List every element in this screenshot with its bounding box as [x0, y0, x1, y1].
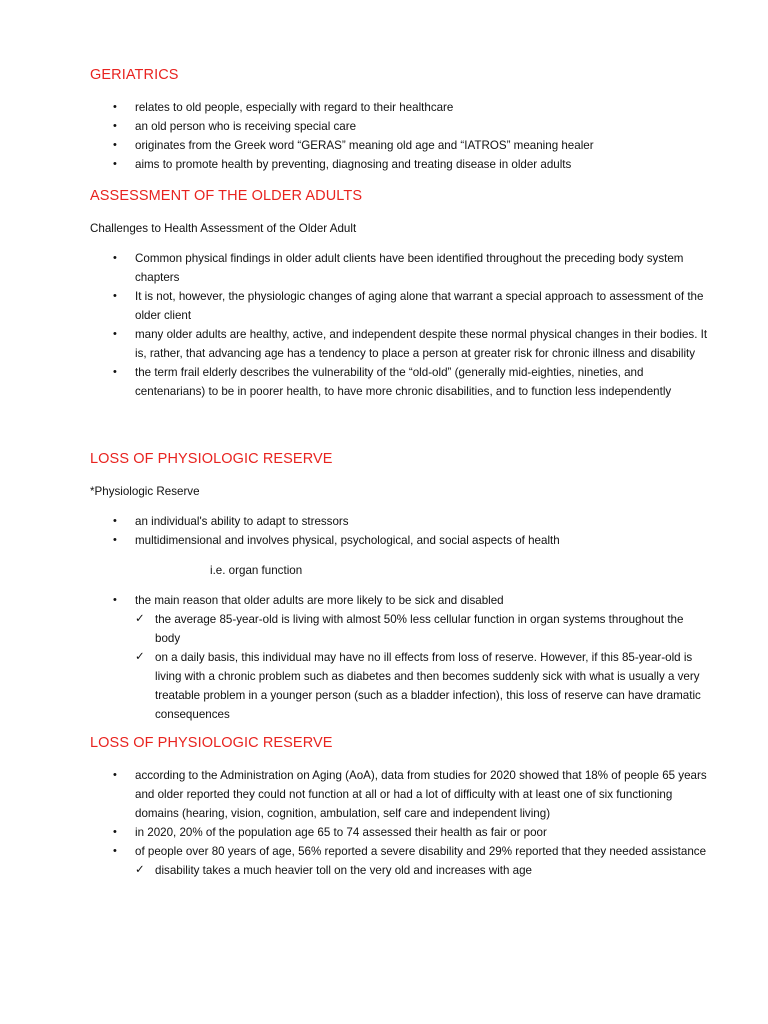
- reserve-bullet-list-2: [0, 591, 768, 724]
- bullet-icon: •: [113, 328, 117, 340]
- bullet-icon: •: [113, 252, 117, 264]
- section-heading-physiologic-reserve: LOSS OF PHYSIOLOGIC RESERVE: [90, 451, 333, 467]
- list-item: • relates to old people, especially with regard to their healthcare: [0, 98, 768, 117]
- bullet-icon: •: [113, 158, 117, 170]
- list-item: • an individual's ability to adapt to stressors: [0, 512, 768, 531]
- bullet-icon: •: [113, 826, 117, 838]
- section-heading-geriatrics: GERIATRICS: [90, 67, 179, 83]
- aoa-bullet-list: [0, 766, 768, 880]
- checkmark-icon: ✓: [135, 613, 145, 625]
- list-item: • of people over 80 years of age, 56% reported a severe disability and 29% reported that they needed assistance ✓ disability takes a much heavier toll on the very old and increases with age: [0, 842, 768, 880]
- bullet-icon: •: [113, 534, 117, 546]
- bullet-icon: •: [113, 594, 117, 606]
- list-item: • originates from the Greek word “GERAS” meaning old age and “IATROS” meaning healer: [0, 136, 768, 155]
- bullet-icon: •: [113, 101, 117, 113]
- list-item: • aims to promote health by preventing, diagnosing and treating disease in older adults: [0, 155, 768, 174]
- list-item: • the term frail elderly describes the vulnerability of the “old-old” (generally mid-eighties, nineties, and centenarians) to be in poorer health, to have more chronic disabilities, and to function less independently: [0, 363, 768, 401]
- bullet-icon: •: [113, 845, 117, 857]
- bullet-icon: •: [113, 515, 117, 527]
- bullet-icon: •: [113, 139, 117, 151]
- geriatrics-bullet-list: [0, 98, 768, 174]
- organ-function-note: i.e. organ function: [210, 564, 303, 577]
- section-heading-assessment: ASSESSMENT OF THE OLDER ADULTS: [90, 188, 363, 204]
- check-item: ✓ the average 85-year-old is living with almost 50% less cellular function in organ systems throughout the body: [135, 610, 708, 648]
- subheading-challenges: Challenges to Health Assessment of the Older Adult: [90, 222, 357, 235]
- list-item: • multidimensional and involves physical, psychological, and social aspects of health: [0, 531, 768, 550]
- check-list: [135, 861, 708, 880]
- bullet-icon: •: [113, 769, 117, 781]
- bullet-icon: •: [113, 290, 117, 302]
- list-item: • an old person who is receiving special care: [0, 117, 768, 136]
- reserve-bullet-list: [0, 512, 768, 550]
- list-item: • It is not, however, the physiologic changes of aging alone that warrant a special approach to assessment of the older client: [0, 287, 768, 325]
- bullet-icon: •: [113, 366, 117, 378]
- list-item: • in 2020, 20% of the population age 65 to 74 assessed their health as fair or poor: [0, 823, 768, 842]
- checkmark-icon: ✓: [135, 651, 145, 663]
- list-item: • according to the Administration on Aging (AoA), data from studies for 2020 showed that 18% of people 65 years and older reported they could not function at all or had a lot of difficulty with at least one of six functioning domains (hearing, vision, cognition, ambulation, self care and independent living): [0, 766, 768, 823]
- bullet-icon: •: [113, 120, 117, 132]
- check-item: ✓ disability takes a much heavier toll on the very old and increases with age: [135, 861, 708, 880]
- list-item: • the main reason that older adults are more likely to be sick and disabled ✓ the average 85-year-old is living with almost 50% less cellular function in organ systems throughout the body ✓ on a daily basis, this individual may have no ill effects from loss of reserve. However, if this 85-year-old is living with a chronic problem such as diabetes and then becomes suddenly sick with what is usually a very treatable problem in a younger person (such as a bladder infection), this loss of reserve can have dramatic consequences: [0, 591, 768, 724]
- list-item: • Common physical findings in older adult clients have been identified throughout the preceding body system chapters: [0, 249, 768, 287]
- section-heading-physiologic-reserve-2: LOSS OF PHYSIOLOGIC RESERVE: [90, 735, 333, 751]
- list-item: • many older adults are healthy, active, and independent despite these normal physical changes in their bodies. It is, rather, that advancing age has a tendency to place a person at greater risk for chronic illness and disability: [0, 325, 768, 363]
- check-list: [135, 610, 708, 724]
- checkmark-icon: ✓: [135, 864, 145, 876]
- check-item: ✓ on a daily basis, this individual may have no ill effects from loss of reserve. However, if this 85-year-old is living with a chronic problem such as diabetes and then becomes suddenly sick with what is usually a very treatable problem in a younger person (such as a bladder infection), this loss of reserve can have dramatic consequences: [135, 648, 708, 724]
- subheading-physiologic-reserve: *Physiologic Reserve: [90, 485, 200, 498]
- assessment-bullet-list: [0, 249, 768, 401]
